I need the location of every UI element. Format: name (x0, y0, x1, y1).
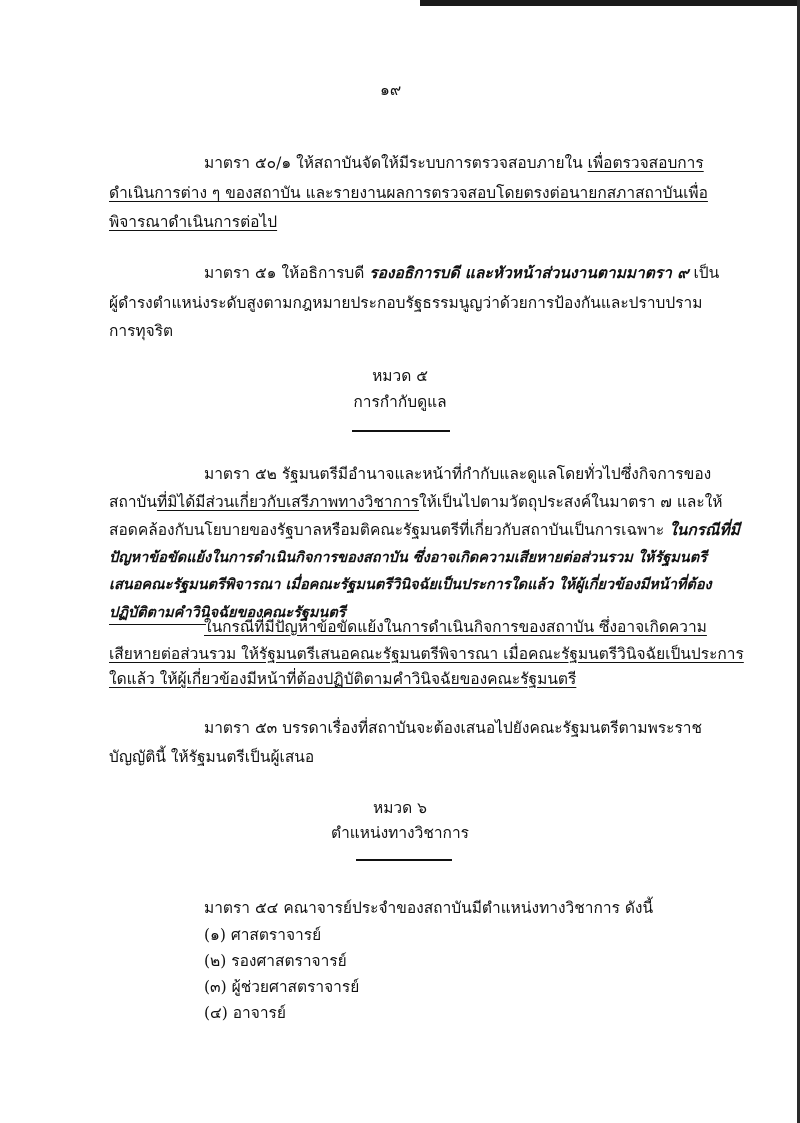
chapter-5-divider (352, 430, 450, 432)
section-52-line-7: ในกรณีที่มีปัญหาข้อขัดแย้งในการดำเนินกิจการของสถาบัน ซึ่งอาจเกิดความ (204, 618, 707, 636)
section-51-line-2: ผู้ดำรงตำแหน่งระดับสูงตามกฎหมายประกอบรัฐธรรมนูญว่าด้วยการป้องกันและปราบปราม (109, 294, 703, 312)
section-52-line-8: เสียหายต่อส่วนรวม ให้รัฐมนตรีเสนอคณะรัฐมนตรีพิจารณา เมื่อคณะรัฐมนตรีวินิจฉัยเป็นประการ (109, 645, 744, 663)
section-53-line-2: บัญญัตินี้ ให้รัฐมนตรีเป็นผู้เสนอ (109, 748, 315, 766)
section-51-line-1: มาตรา ๕๑ ให้อธิการบดี รองอธิการบดี และหัวหน้าส่วนงานตามมาตรา ๙ เป็น (204, 263, 720, 282)
section-52-line-6-struck: ปฏิบัติตามคำวินิจฉัยของคณะรัฐมนตรี (109, 604, 346, 621)
section-53-line-1: มาตรา ๕๓ บรรดาเรื่องที่สถาบันจะต้องเสนอไปยังคณะรัฐมนตรีตามพระราช (204, 719, 703, 737)
chapter-6-divider (356, 859, 452, 861)
section-50-1-line-3: พิจารณาดำเนินการต่อไป (109, 213, 278, 231)
section-52-line-9: ใดแล้ว ให้ผู้เกี่ยวข้องมีหน้าที่ต้องปฏิบัติตามคำวินิจฉัยของคณะรัฐมนตรี (109, 670, 577, 688)
chapter-5-title: การกำกับดูแล (353, 393, 447, 411)
section-50-1-line-1: มาตรา ๕๐/๑ ให้สถาบันจัดให้มีระบบการตรวจสอบภายใน เพื่อตรวจสอบการ (204, 154, 704, 172)
section-52-line-4-struck: ปัญหาข้อขัดแย้งในการดำเนินกิจการของสถาบัน ซึ่งอาจเกิดความเสียหายต่อส่วนรวม ให้รัฐมนตรี (109, 549, 707, 566)
chapter-6-title: ตำแหน่งทางวิชาการ (331, 824, 469, 842)
section-54-item: (๓) ผู้ช่วยศาสตราจารย์ (204, 978, 360, 996)
section-54-item: (๑) ศาสตราจารย์ (204, 926, 322, 944)
section-52-underline (109, 624, 206, 625)
chapter-6-heading: หมวด ๖ (373, 799, 427, 817)
section-54-item: (๒) รองศาสตราจารย์ (204, 952, 347, 970)
section-51-line-3: การทุจริต (109, 322, 174, 340)
section-50-1-line-2: ดำเนินการต่าง ๆ ของสถาบัน และรายงานผลการตรวจสอบโดยตรงต่อนายกสภาสถาบันเพื่อ (109, 184, 708, 202)
section-52-line-3: สอดคล้องกับนโยบายของรัฐบาลหรือมติคณะรัฐมนตรีที่เกี่ยวกับสถาบันเป็นการเฉพาะ ในกรณีที่มี (109, 520, 740, 539)
section-52-line-1: มาตรา ๕๒ รัฐมนตรีมีอำนาจและหน้าที่กำกับและดูแลโดยทั่วไปซึ่งกิจการของ (204, 465, 712, 483)
section-54-item: (๔) อาจารย์ (204, 1004, 286, 1022)
section-52-line-5-struck: เสนอคณะรัฐมนตรีพิจารณา เมื่อคณะรัฐมนตรีวินิจฉัยเป็นประการใดแล้ว ให้ผู้เกี่ยวข้องมีหน้าที่ต้อง (109, 576, 712, 593)
scan-border-top (420, 0, 800, 6)
page-number: ๑๙ (380, 81, 402, 99)
chapter-5-heading: หมวด ๕ (372, 367, 428, 385)
section-52-line-2: สถาบันที่มิได้มีส่วนเกี่ยวกับเสรีภาพทางวิชาการให้เป็นไปตามวัตถุประสงค์ในมาตรา ๗ และให้ (109, 493, 723, 511)
section-54-line-1: มาตรา ๕๔ คณาจารย์ประจำของสถาบันมีตำแหน่งทางวิชาการ ดังนี้ (204, 899, 654, 917)
